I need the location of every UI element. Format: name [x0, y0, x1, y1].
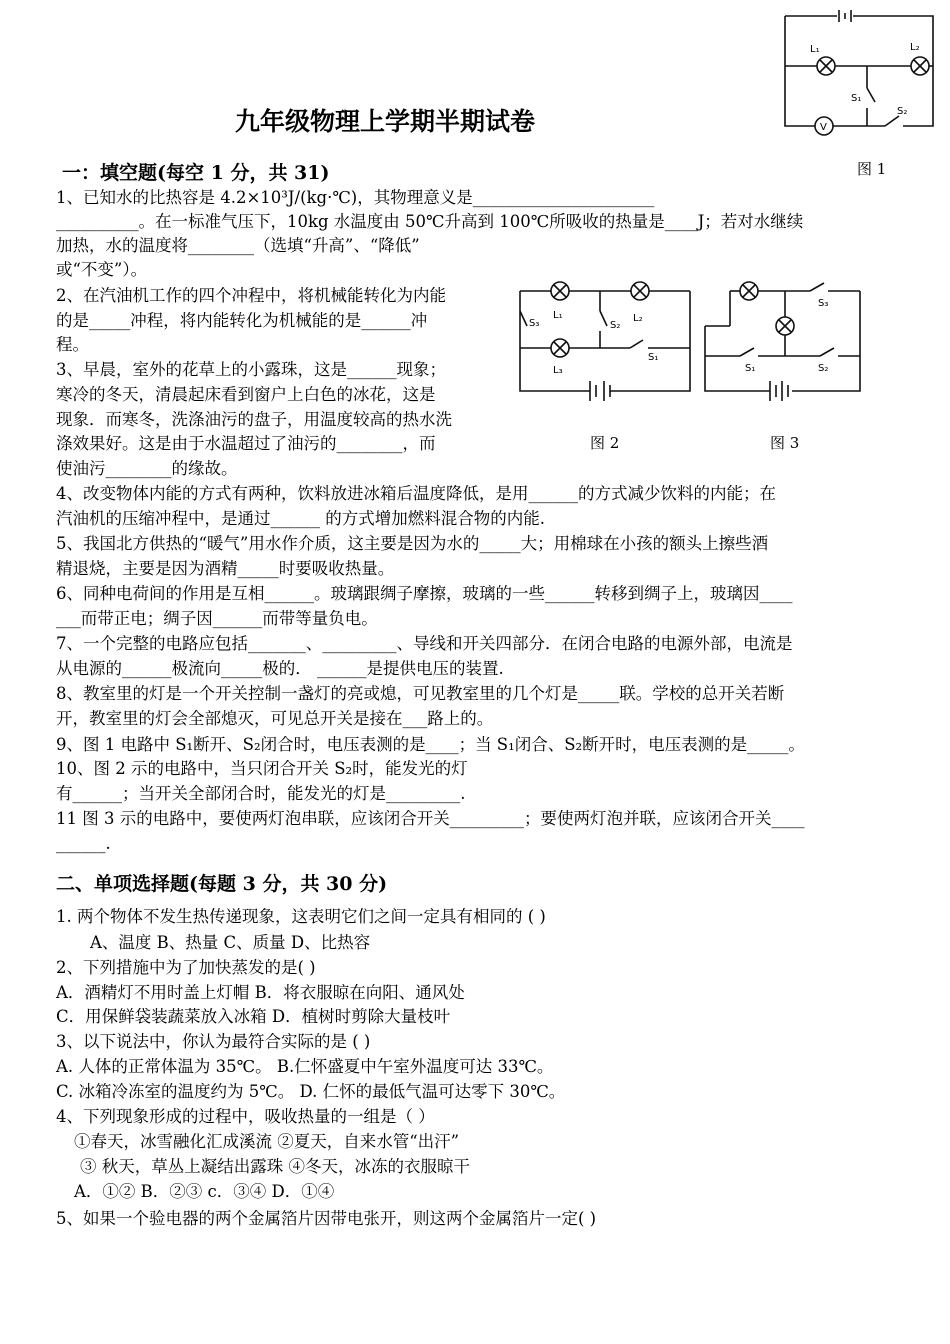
q5-line-1: 5、我国北方供热的“暖气”用水作介质，这主要是因为水的_____大；用棉球在小孩的额头上擦些酒 — [56, 534, 769, 553]
mc-q3-options-cd: C. 冰箱冷冻室的温度约为 5℃。 D. 仁怀的最低气温可达零下 30℃。 — [56, 1082, 566, 1101]
q6-line-2: ___而带正电；绸子因______而带等量负电。 — [56, 609, 378, 628]
q7-line-1: 7、一个完整的电路应包括_______、_________、导线和开关四部分．在闭合电路的电源外部，电流是 — [56, 634, 793, 653]
q3-line-4: 涤效果好。这是由于水温超过了油污的________，而 — [56, 434, 436, 453]
fig1-label-S2: S₂ — [897, 106, 908, 117]
q4-line-1: 4、改变物体内能的方式有两种，饮料放进冰箱后温度降低，是用______的方式减少饮料的内能；在 — [56, 484, 776, 503]
figure-2-caption: 图 2 — [590, 434, 620, 452]
fig2-label-S3: S₃ — [529, 318, 540, 329]
q8-line-2: 开，教室里的灯会全部熄灭，可见总开关是接在___路上的。 — [56, 709, 494, 728]
fig1-label-L2: L₂ — [910, 42, 920, 53]
mc-q2: 2、下列措施中为了加快蒸发的是( ) — [56, 958, 316, 977]
q1-line-2: __________。在一标准气压下，10kg 水温度由 50℃升高到 100℃所吸收的热量是____J；若对水继续 — [56, 212, 804, 231]
q2-line-2: 的是_____冲程，将内能转化为机械能的是______冲 — [56, 311, 428, 330]
q4-line-2: 汽油机的压缩冲程中，是通过______ 的方式增加燃料混合物的内能. — [56, 509, 545, 528]
mc-q4-items-12: ①春天，冰雪融化汇成溪流 ②夏天，自来水管“出汗” — [74, 1132, 460, 1151]
mc-q4-options: A．①② B．②③ c．③④ D．①④ — [74, 1182, 335, 1201]
q11-line-1: 11 图 3 示的电路中，要使两灯泡串联，应该闭合开关_________；要使两灯泡并联，应该闭合开关____ — [56, 809, 805, 828]
mc-q3-options-ab: A. 人体的正常体温为 35℃。 B.仁怀盛夏中午室外温度可达 33℃。 — [56, 1057, 554, 1076]
mc-q3: 3、以下说法中，你认为最符合实际的是 ( ) — [56, 1032, 371, 1051]
mc-q1-options: A、温度 B、热量 C、质量 D、比热容 — [90, 933, 371, 952]
figure-1-circuit — [775, 8, 945, 133]
q7-line-2: 从电源的______极流向_____极的． ______是提供电压的装置. — [56, 659, 504, 678]
page-title: 九年级物理上学期半期试卷 — [235, 107, 536, 136]
fig2-label-L1: L₁ — [553, 310, 563, 321]
section-1-heading: 一：填空题(每空 1 分，共 31) — [62, 162, 330, 184]
q3-line-3: 现象．而寒冬，洗涤油污的盘子，用温度较高的热水洗 — [56, 410, 452, 429]
q5-line-2: 精退烧，主要是因为酒精_____时要吸收热量。 — [56, 559, 395, 578]
q9-line-1: 9、图 1 电路中 S₁断开、S₂闭合时，电压表测的是____；当 S₁闭合、S₂断开时，电压表测的是_____。 — [56, 735, 805, 754]
fig2-label-L3: L₃ — [553, 365, 563, 376]
q11-line-2: ______. — [56, 834, 111, 853]
q1-line-4: 或“不变”）。 — [56, 260, 148, 279]
mc-q2-options-cd: C．用保鲜袋装蔬菜放入冰箱 D．植树时剪除大量枝叶 — [56, 1007, 451, 1026]
mc-q5: 5、如果一个验电器的两个金属箔片因带电张开，则这两个金属箔片一定( ) — [56, 1209, 597, 1228]
figure-3-caption: 图 3 — [770, 434, 800, 452]
fig2-label-S1: S₁ — [648, 352, 659, 363]
fig3-label-S3: S₃ — [818, 298, 829, 309]
q1-line-1: 1、已知水的比热容是 4.2×10³J/(kg·℃)，其物理意义是______________________ — [56, 188, 655, 207]
section-2-heading: 二、单项选择题(每题 3 分，共 30 分) — [56, 873, 388, 895]
fig1-label-S1: S₁ — [851, 93, 862, 104]
q2-line-3: 程。 — [56, 335, 89, 354]
figure-3-circuit — [700, 276, 870, 406]
q1-line-3: 加热，水的温度将________（选填“升高”、“降低” — [56, 236, 420, 255]
fig2-label-L2: L₂ — [633, 313, 643, 324]
q3-line-5: 使油污________的缘故。 — [56, 459, 238, 478]
fig2-label-S2: S₂ — [610, 320, 621, 331]
q2-line-1: 2、在汽油机工作的四个冲程中，将机械能转化为内能 — [56, 286, 446, 305]
q3-line-1: 3、早晨，室外的花草上的小露珠，这是______现象； — [56, 360, 446, 379]
figure-2-circuit — [515, 276, 695, 406]
mc-q4: 4、下列现象形成的过程中，吸收热量的一组是（ ） — [56, 1107, 435, 1126]
q10-line-2: 有______；当开关全部闭合时，能发光的灯是_________. — [56, 784, 466, 803]
fig1-label-L1: L₁ — [810, 44, 820, 55]
mc-q1: 1. 两个物体不发生热传递现象，这表明它们之间一定具有相同的 ( ) — [56, 907, 546, 926]
q10-line-1: 10、图 2 示的电路中，当只闭合开关 S₂时，能发光的灯 — [56, 759, 468, 778]
fig3-label-S2: S₂ — [818, 363, 829, 374]
figure-1-caption: 图 1 — [857, 160, 887, 178]
fig3-label-S1: S₁ — [745, 363, 756, 374]
q6-line-1: 6、同种电荷间的作用是互相______。玻璃跟绸子摩擦，玻璃的一些______转移到绸子上，玻璃因____ — [56, 584, 793, 603]
mc-q4-items-34: ③ 秋天，草丛上凝结出露珠 ④冬天，冰冻的衣服晾干 — [80, 1157, 470, 1176]
mc-q2-options-ab: A．酒精灯不用时盖上灯帽 B．将衣服晾在向阳、通风处 — [56, 983, 465, 1002]
q8-line-1: 8、教室里的灯是一个开关控制一盏灯的亮或熄，可见教室里的几个灯是_____联。学校的总开关若断 — [56, 684, 785, 703]
fig1-label-V: V — [820, 122, 827, 133]
q3-line-2: 寒冷的冬天，清晨起床看到窗户上白色的冰花，这是 — [56, 385, 436, 404]
